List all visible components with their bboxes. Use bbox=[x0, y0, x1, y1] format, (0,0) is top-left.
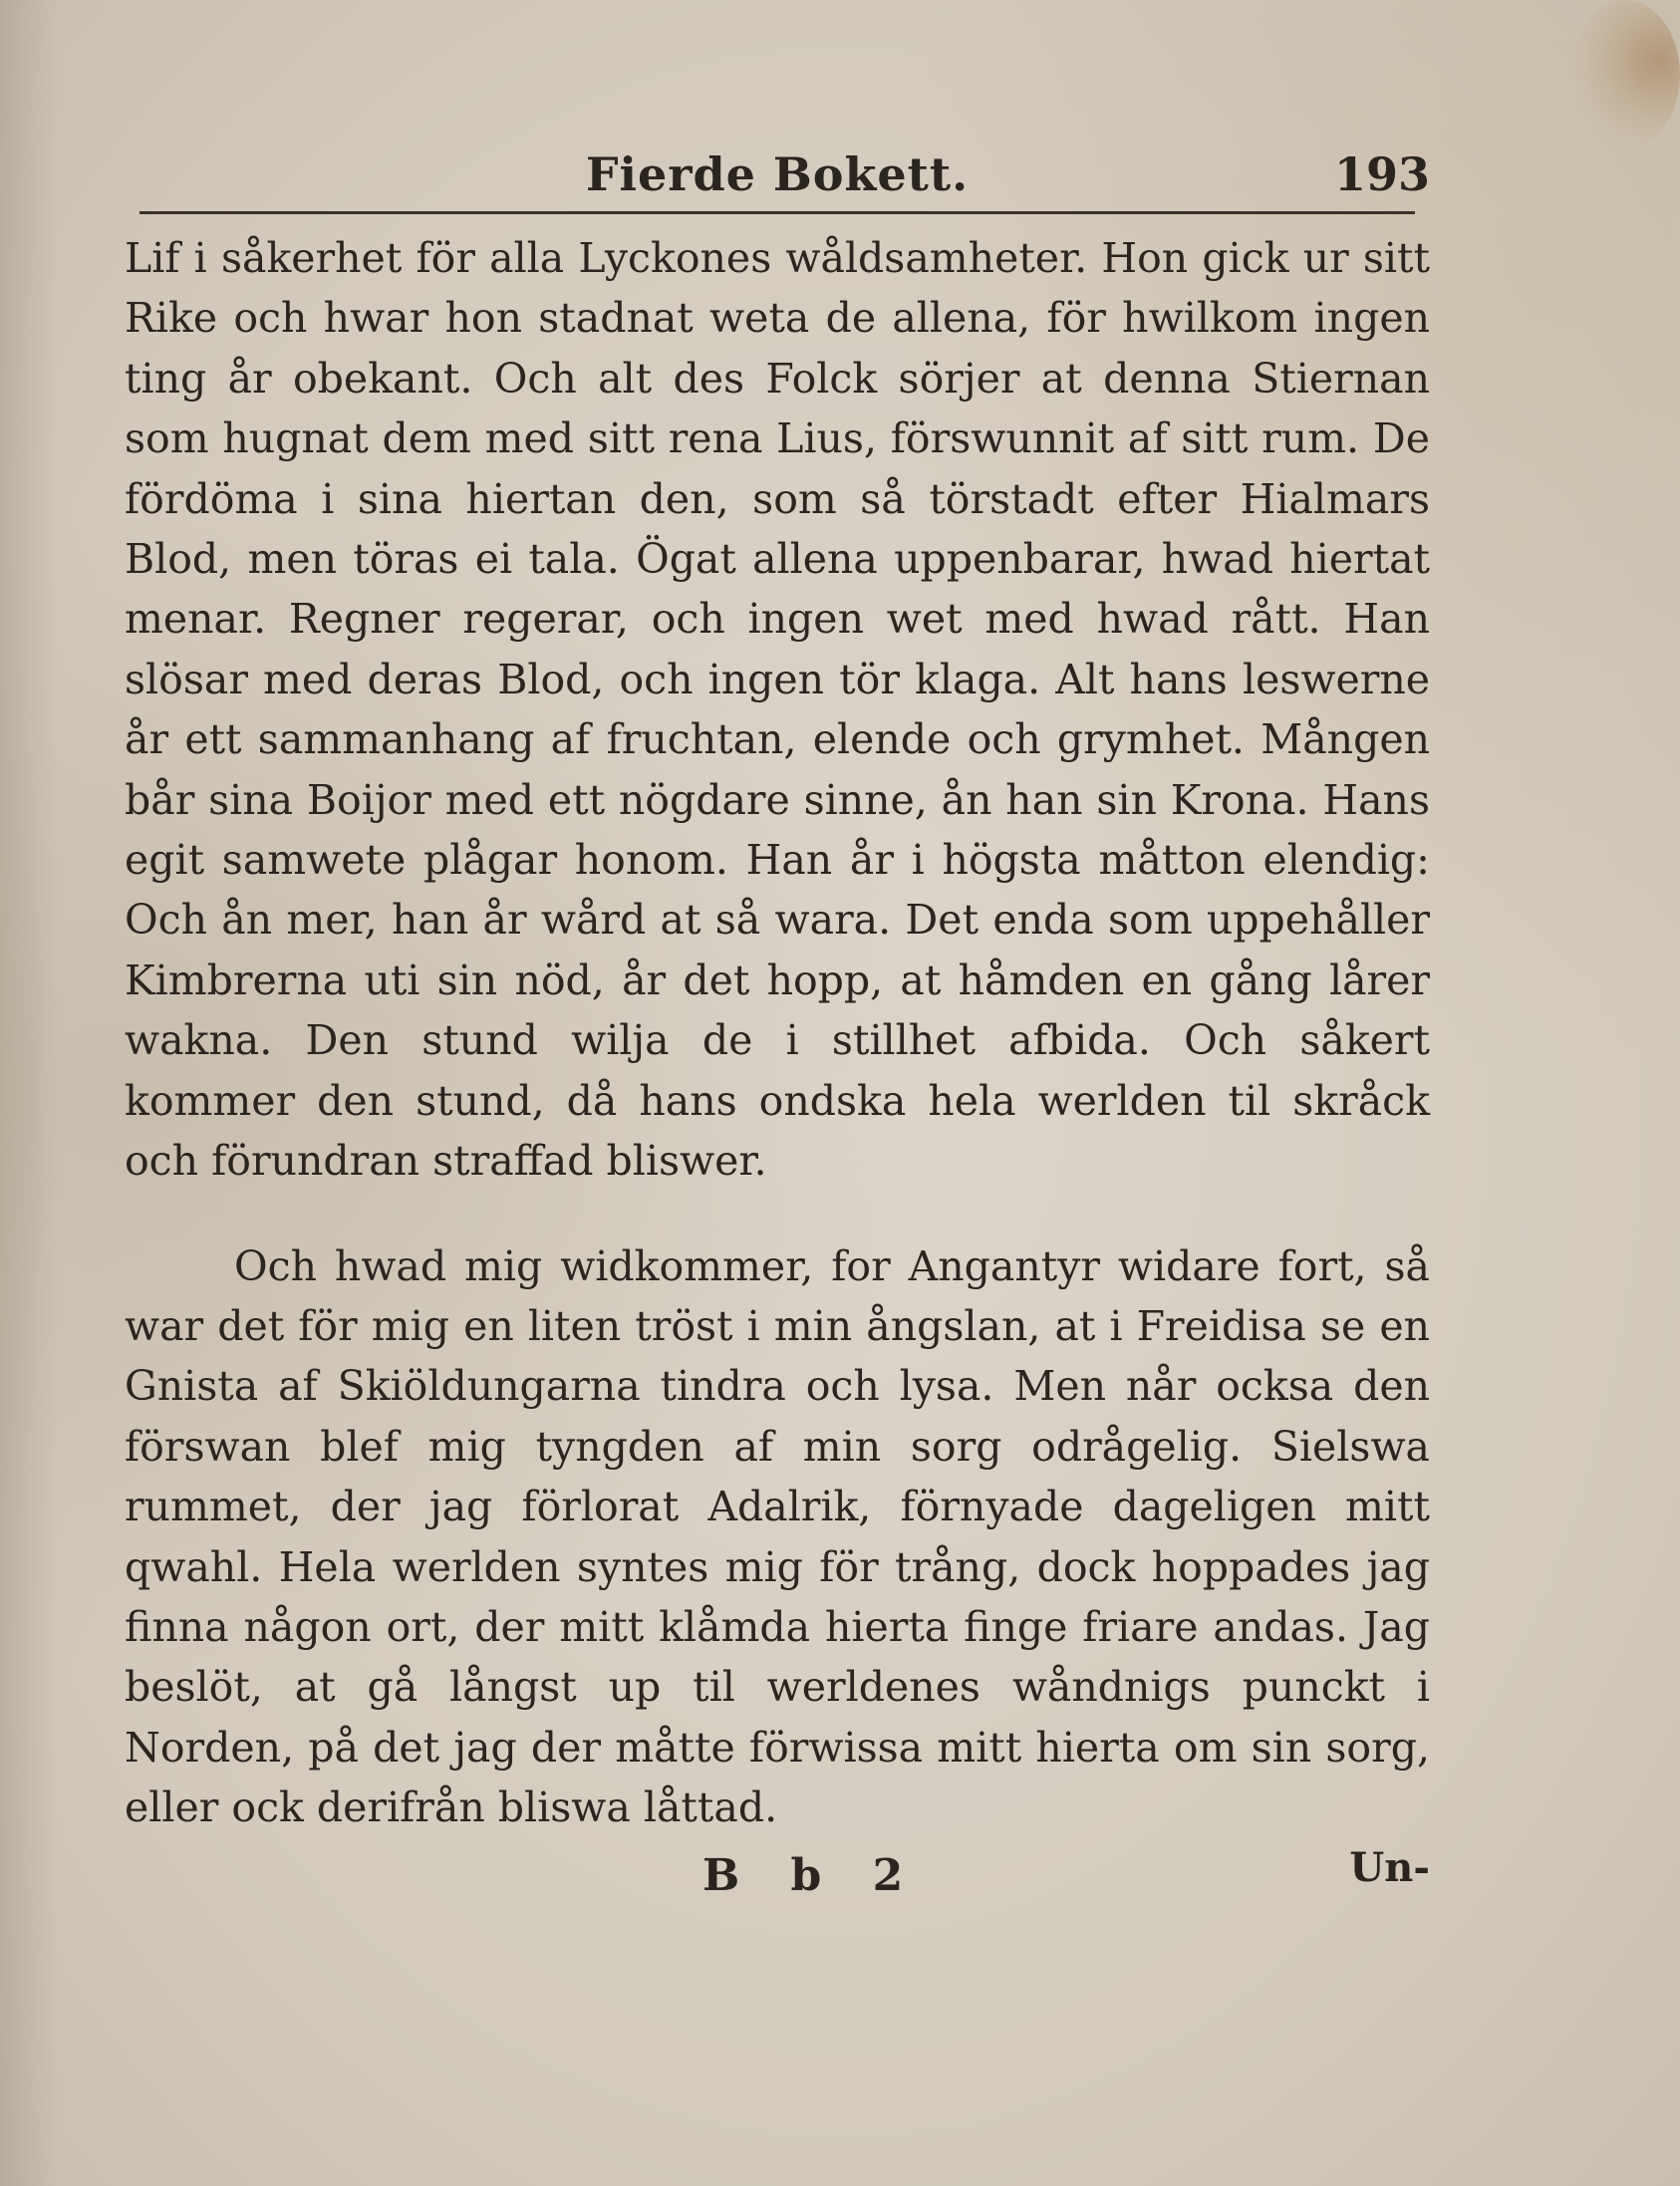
paragraph-1: Lif i såkerhet för alla Lyckones wåldsamheter. Hon gick ur sitt Rike och hwar hon stadnat weta de allena, för hwilkom ingen ting år obekant. Och alt des Folck sörjer at denna Stiernan som hugnat dem med sitt rena Lius, förswunnit af sitt rum. De fördöma i sina hiertan den, som så törstadt efter Hialmars Blod, men töras ei tala. Ögat allena uppenbarar, hwad hiertat menar. Regner regerar, och ingen wet med hwad rått. Han slösar med deras Blod, och ingen tör klaga. Alt hans leswerne år ett sammanhang af fruchtan, elende och grymhet. Mången bår sina Boijor med ett nögdare sinne, ån han sin Krona. Hans egit samwete plågar honom. Han år i högsta måtton elendig: Och ån mer, han år wård at så wara. Det enda som uppehåller Kimbrerna uti sin nöd, år det hopp, at håmden en gång lårer wakna. Den stund wilja de i stillhet afbida. Och såkert kommer den stund, då hans ondska hela werlden til skråck och förundran straffad bliswer. bbox=[125, 234, 1430, 1186]
book-page bbox=[125, 130, 1430, 1914]
paragraph-2: Och hwad mig widkommer, for Angantyr widare fort, så war det för mig en liten tröst i min ångslan, at i Freidisa se en Gnista af Skiöldungarna tindra och lysa. Men når ocksa den förswan blef mig tyngden af min sorg odrågelig. Sielswa rummet, der jag förlorat Adalrik, förnyade dageligen mitt qwahl. Hela werlden syntes mig för trång, dock hoppades jag finna någon ort, der mitt klåmda hierta finge friare andas. Jag beslöt, at gå långst up til werldenes wåndnigs punckt i Norden, på det jag der måtte förwissa mitt hierta om sin sorg, eller ock derifrån bliswa låttad. bbox=[125, 1241, 1430, 1832]
body-text bbox=[125, 228, 1430, 1838]
running-head-title: Fierde Bokett. bbox=[585, 147, 970, 201]
running-head bbox=[125, 130, 1430, 209]
header-rule bbox=[140, 211, 1415, 214]
page-number: 193 bbox=[1333, 147, 1430, 201]
paper-stain bbox=[1570, 0, 1680, 149]
page-footer bbox=[125, 1844, 1430, 1914]
page-shading bbox=[0, 0, 60, 2186]
catchword: Un- bbox=[1349, 1843, 1430, 1891]
signature-mark: B b 2 bbox=[702, 1849, 922, 1901]
